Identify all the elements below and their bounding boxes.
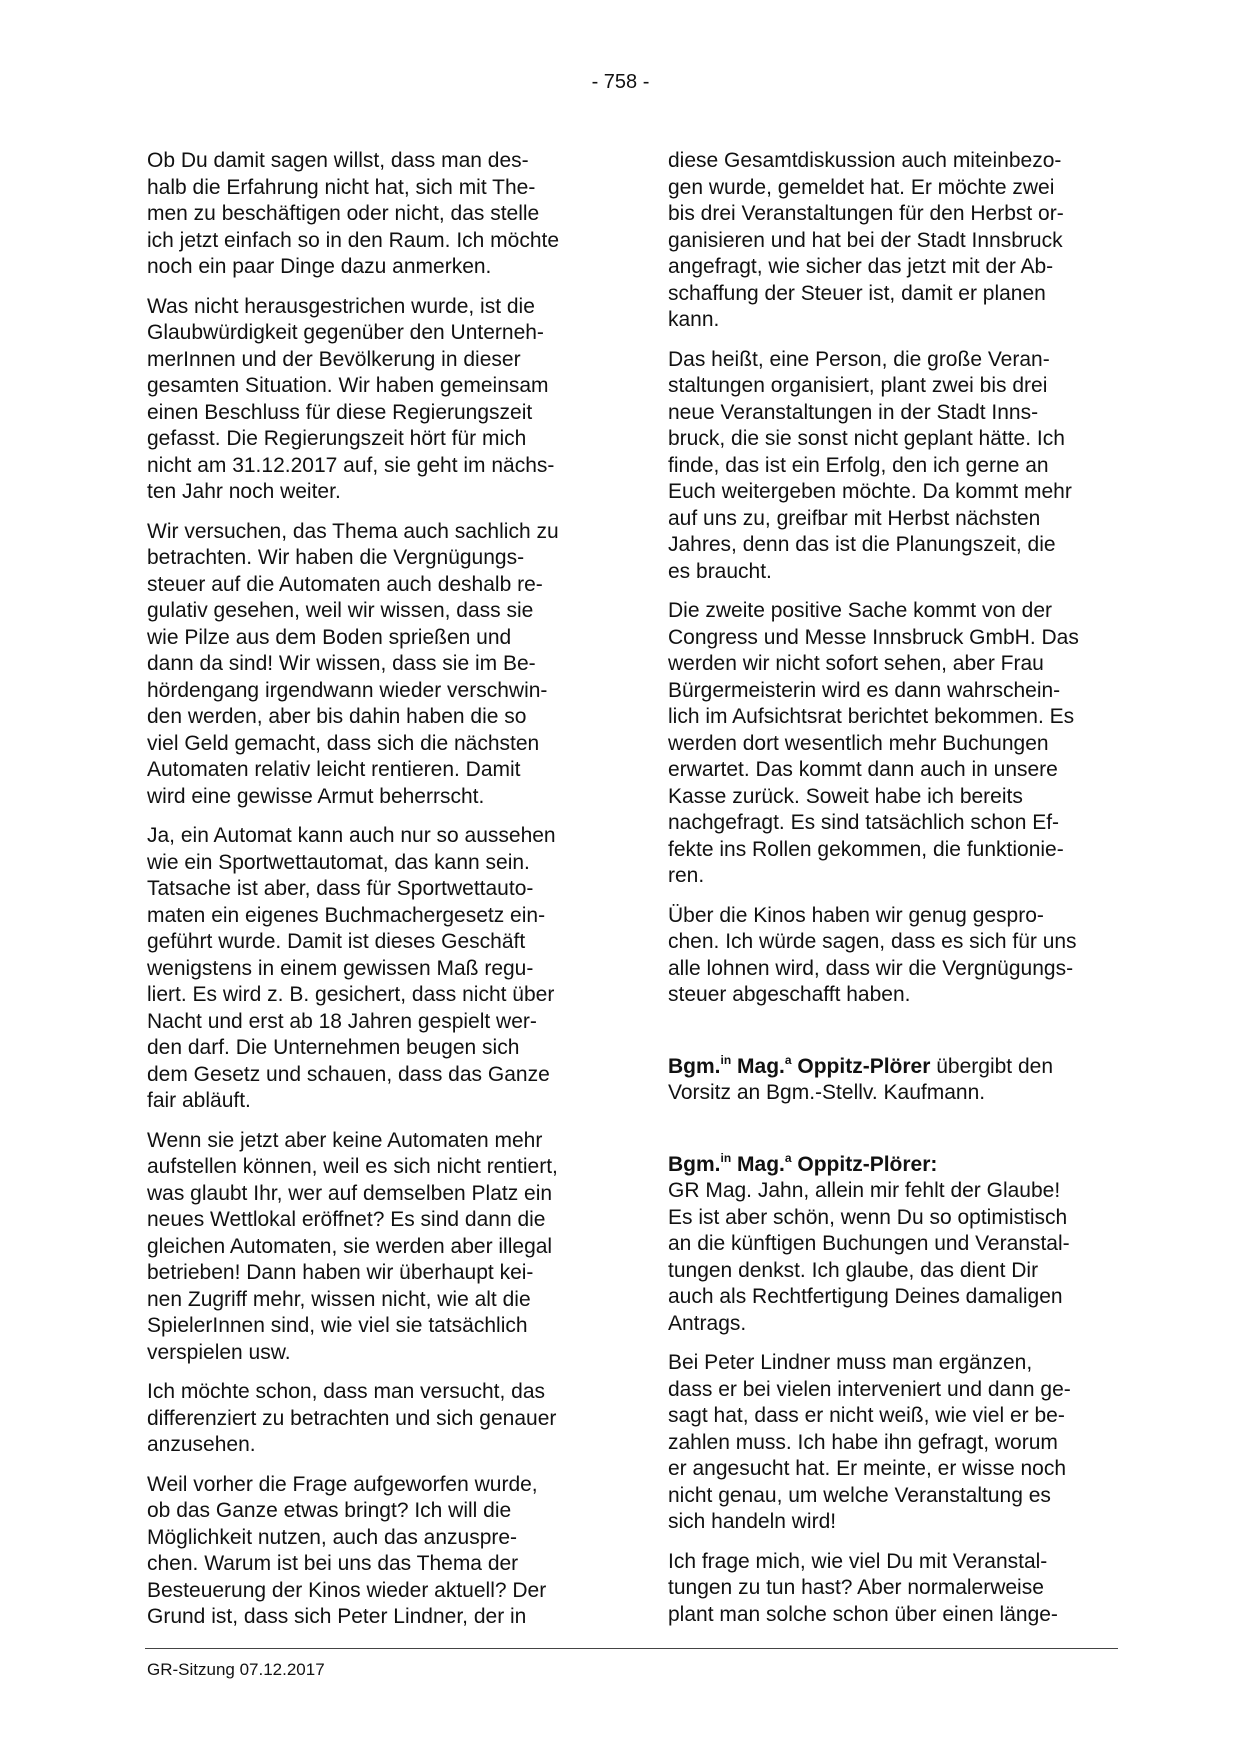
speaker-degree: Mag. [737, 1152, 785, 1176]
footer-session-date: GR-Sitzung 07.12.2017 [147, 1660, 325, 1679]
speaker-degree: Mag. [737, 1054, 785, 1078]
paragraph: Über die Kinos haben wir genug gespro- chen. Ich würde sagen, dass es sich für uns alle lohnen wird, dass wir die Vergnügungs- steuer abgeschafft haben. [668, 903, 1077, 1006]
speaker-heading [668, 1152, 1138, 1179]
paragraph: Bei Peter Lindner muss man ergänzen, dass er bei vielen interveniert und dann ge- sagt hat, dass er nicht weiß, wie viel er be- zahlen muss. Ich habe ihn gefragt, worum er angesucht hat. Er meinte, er wisse noch nicht genau, um welche Veranstaltung es sich handeln wird! [668, 1351, 1071, 1533]
paragraph: Die zweite positive Sache kommt von der Congress und Messe Innsbruck GmbH. Das werden wir nicht sofort sehen, aber Frau Bürgermeisterin wird es dann wahrschein- lich im Aufsichtsrat berichtet bekommen. Es werden dort wesentlich mehr Buchungen erwartet. Das kommt dann auch in unsere Kasse zurück. Soweit habe ich bereits nachgefragt. Es sind tatsächlich schon Ef- fekte ins Rollen gekommen, die funktionie- ren. [668, 599, 1079, 887]
speaker-title: Bgm. [668, 1152, 721, 1176]
footer-divider [145, 1648, 1118, 1649]
speaker-name: Oppitz-Plörer [797, 1054, 931, 1078]
paragraph: Ja, ein Automat kann auch nur so aussehen wie ein Sportwettautomat, das kann sein. Tatsache ist aber, dass für Sportwettauto- maten ein eigenes Buchmachergesetz ein- geführt wurde. Damit ist dieses Geschäft wenigstens in einem gewissen Maß regu- liert. Es wird z. B. gesichert, dass nicht über Nacht und erst ab 18 Jahren gespielt wer- den darf. Die Unternehmen beugen sich dem Gesetz und schauen, dass das Ganze fair abläuft. [147, 824, 556, 1112]
paragraph: Wenn sie jetzt aber keine Automaten mehr aufstellen können, weil es sich nicht rentiert, was glaubt Ihr, wer auf demselben Platz ein neues Wettlokal eröffnet? Es sind dann die gleichen Automaten, sie werden aber illegal betrieben! Dann haben wir überhaupt kei- nen Zugriff mehr, wissen nicht, wie alt die SpielerInnen sind, wie viel sie tatsächlich verspielen usw. [147, 1128, 558, 1364]
paragraph: GR Mag. Jahn, allein mir fehlt der Glaube! Es ist aber schön, wenn Du so optimistisch an die künftigen Buchungen und Veranstal- tungen denkst. Ich glaube, das dient Dir auch als Rechtfertigung Deines damaligen Antrags. [668, 1179, 1070, 1335]
speaker-degree-suffix: a [784, 1052, 792, 1067]
paragraph: Das heißt, eine Person, die große Veran- staltungen organisiert, plant zwei bis drei neue Veranstaltungen in der Stadt Inns- bruck, die sie sonst nicht geplant hätte. Ich finde, das ist ein Erfolg, den ich gerne an Euch weitergeben möchte. Da kommt mehr auf uns zu, greifbar mit Herbst nächsten Jahres, denn das ist die Planungszeit, die es braucht. [668, 347, 1072, 583]
speaker-title: Bgm. [668, 1054, 721, 1078]
paragraph: diese Gesamtdiskussion auch miteinbezo- gen wurde, gemeldet hat. Er möchte zwei bis drei Veranstaltungen für den Herbst or- ganisieren und hat bei der Stadt Innsbruck angefragt, wie sicher das jetzt mit der Ab- schaffung der Steuer ist, damit er planen kann. [668, 149, 1064, 331]
right-column [668, 148, 1138, 1641]
handover-text-line1: übergibt den [930, 1054, 1054, 1078]
paragraph: Wir versuchen, das Thema auch sachlich zu betrachten. Wir haben die Vergnügungs- steuer auf die Automaten auch deshalb re- gulativ gesehen, weil wir wissen, dass sie wie Pilze aus dem Boden sprießen und dann da sind! Wir wissen, dass sie im Be- hördengang irgendwann wieder verschwin- den werden, aber bis dahin haben die so viel Geld gemacht, dass sich die nächsten Automaten relativ leicht rentieren. Damit wird eine gewisse Armut beherrscht. [147, 519, 559, 808]
page-number: - 758 - [591, 71, 650, 93]
paragraph: Ich frage mich, wie viel Du mit Veranstal- tungen zu tun hast? Aber normalerweise plant man solche schon über einen länge- [668, 1549, 1058, 1626]
speaker-title-suffix: in [720, 1052, 732, 1067]
speaker-name: Oppitz-Plörer: [797, 1152, 938, 1176]
paragraph: Was nicht herausgestrichen wurde, ist die Glaubwürdigkeit gegenüber den Unterneh- merInnen und der Bevölkerung in dieser gesamten Situation. Wir haben gemeinsam einen Beschluss für diese Regierungszeit gefasst. Die Regierungszeit hört für mich nicht am 31.12.2017 auf, sie geht im nächs- ten Jahr noch weiter. [147, 294, 555, 503]
paragraph: Weil vorher die Frage aufgeworfen wurde, ob das Ganze etwas bringt? Ich will die Möglichkeit nutzen, auch das anzuspre- chen. Warum ist bei uns das Thema der Besteuerung der Kinos wieder aktuell? Der Grund ist, dass sich Peter Lindner, der in [147, 1472, 547, 1628]
speaker-title-suffix: in [720, 1150, 732, 1165]
speaker-degree-suffix: a [784, 1150, 792, 1165]
paragraph: Ob Du damit sagen willst, dass man des- halb die Erfahrung nicht hat, sich mit The- men zu beschäftigen oder nicht, das stelle ich jetzt einfach so in den Raum. Ich möchte noch ein paar Dinge dazu anmerken. [147, 149, 560, 278]
handover-text-line2: Vorsitz an Bgm.-Stellv. Kaufmann. [668, 1081, 986, 1104]
left-column [147, 148, 617, 1644]
paragraph: Ich möchte schon, dass man versucht, das differenziert zu betrachten und sich genauer anzusehen. [147, 1380, 557, 1456]
chair-handover-note [668, 1054, 1138, 1107]
